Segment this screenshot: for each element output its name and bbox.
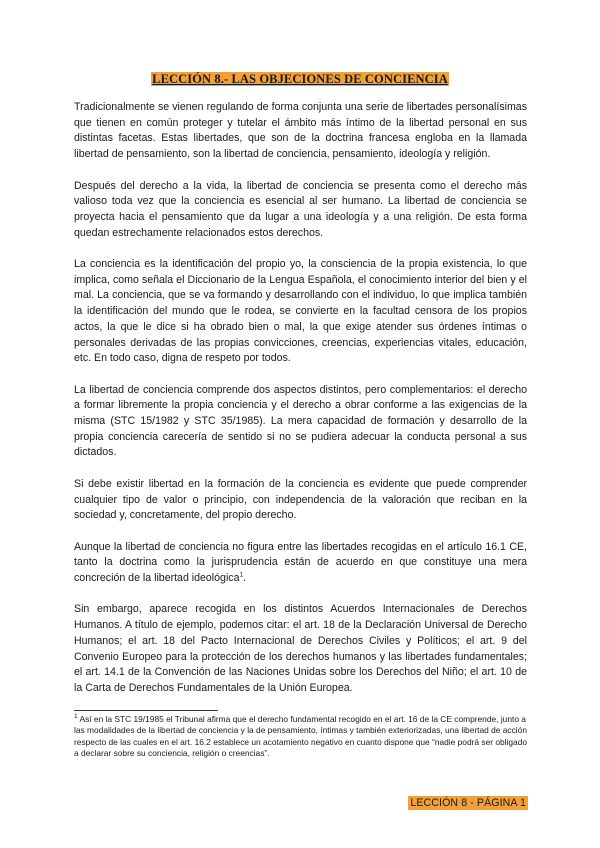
footnote-text: Así en la STC 19/1985 el Tribunal afirma que el derecho fundamental recogido en el art. 16 de la CE comprende, junto a las modalidades de la libertad de conciencia y la de pensamiento, íntimas y también exteriorizadas, una libertad de acción respecto de las cuales en el art. 16.2 establece un acotamiento negativo en cuanto dispone que “nadie podrá ser obligado a declarar sobre su conciencia, religión o creencias”. — [74, 714, 528, 759]
paragraph-7: Sin embargo, aparece recogida en los distintos Acuerdos Internacionales de Derechos Humanos. A título de ejemplo, podemos citar: el art. 18 de la Declaración Universal de Derecho Humanos; el art. 18 del Pacto Internacional de Derechos Civiles y Políticos; el art. 9 del Convenio Europeo para la protección de los derechos humanos y las libertades fundamentales; el art. 14.1 de la Convención de las Naciones Unidas sobre los Derechos del Niño; el art. 10 de la Carta de Derechos Fundamentales de la Unión Europea. — [74, 603, 527, 694]
paragraph-1: Tradicionalmente se vienen regulando de forma conjunta una serie de libertades personalísimas que tienen en común proteger y tutelar el ámbito más íntimo de la libertad personal en sus distintas facetas. Estas libertades, que son de la doctrina francesa engloba en la llamada libertad de pensamiento, son la libertad de conciencia, pensamiento, ideología y religión. — [74, 101, 527, 161]
page-title — [0, 72, 600, 87]
paragraph-3: La conciencia es la identificación del propio yo, la consciencia de la propia existencia, lo que implica, como señala el Diccionario de la Lengua Española, el conocimiento interior del bien y el mal. La conciencia, que se va formando y desarrollando con el individuo, lo que implica también la identificación del mundo que le rodea, se convierte en la facultad censora de los propios actos, la que le dice si ha obrado bien o mal, la que exige atender sus órdenes íntimas o personales derivadas de las propias convicciones, creencias, experiencias vitales, educación, etc. En todo caso, digna de respeto por todos. — [74, 258, 527, 365]
footnote-divider — [74, 710, 218, 711]
paragraph-6-end: . — [243, 572, 247, 585]
footnote — [74, 714, 530, 760]
document-body — [74, 100, 527, 712]
paragraph-2: Después del derecho a la vida, la libertad de conciencia se presenta como el derecho más valioso toda vez que la conciencia es esencial al ser humano. La libertad de conciencia se proyecta hacia el pensamiento que da lugar a una ideología y a una religión. De esta forma quedan estrechamente relacionados estos derechos. — [74, 179, 527, 239]
paragraph-6-text: Aunque la libertad de conciencia no figura entre las libertades recogidas en el artículo 16.1 CE, tanto la doctrina como la jurisprudencia están de acuerdo en que constituye una mera concreción de la libertad ideológica — [74, 540, 527, 585]
paragraph-5: Si debe existir libertad en la formación de la conciencia es evidente que puede comprender cualquier tipo de valor o principio, con independencia de la valoración que reciban en la sociedad y, concretamente, del propio derecho. — [74, 477, 527, 522]
footnote-number: 1 — [74, 713, 78, 721]
title-text: LECCIÓN 8.- LAS OBJECIONES DE CONCIENCIA — [152, 72, 448, 86]
paragraph-4: La libertad de conciencia comprende dos aspectos distintos, pero complementarios: el derecho a formar libremente la propia conciencia y el derecho a obrar conforme a las exigencias de la misma (STC 15/1982 y STC 35/1985). La mera capacidad de formación y desarrollo de la propia conciencia carecería de sentido si no se pudiera adecuar la conducta personal a sus dictados. — [74, 383, 527, 459]
footnote-reference[interactable]: 1 — [239, 571, 244, 579]
page-footer: LECCIÓN 8 - PÁGINA 1 — [410, 797, 526, 809]
paragraph-6 — [74, 540, 527, 587]
